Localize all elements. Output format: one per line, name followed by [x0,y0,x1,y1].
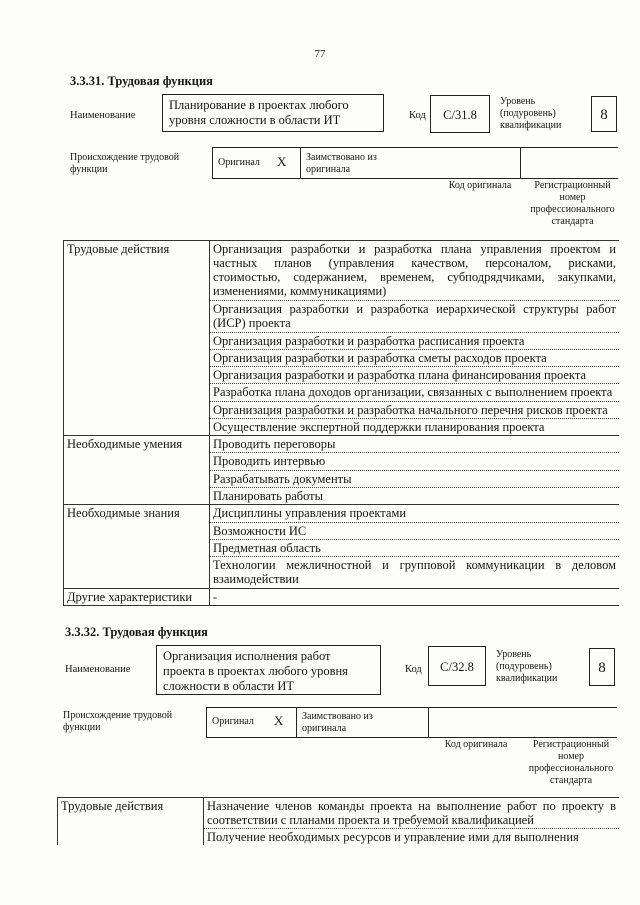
reg-number-caption: Регистрационный номер профессионального стандарта [528,739,614,786]
origin-label: Происхождение трудовой функции [63,710,173,733]
list-item: Разработка плана доходов организации, связанных с выполнением проекта [210,384,620,401]
row-label-other: Другие характеристики [64,588,210,605]
list-item: Проводить интервью [210,453,620,470]
list-item: Технологии межличностной и групповой коммуникации в деловом взаимодействии [210,557,620,589]
borrowed-label: Заимствовано из оригинала [302,711,373,734]
borrowed-label: Заимствовано из оригинала [306,152,377,175]
row-label-actions: Трудовые действия [64,241,210,436]
original-label: Оригинал [212,716,254,727]
original-code-caption: Код оригинала [448,180,512,191]
list-item: - [210,588,620,605]
list-item: Получение необходимых ресурсов и управление ими для выполнения [204,829,620,846]
labor-function-table [63,240,619,606]
original-mark: X [277,154,287,169]
list-item: Разрабатывать документы [210,470,620,487]
list-item: Дисциплины управления проектами [210,505,620,522]
original-mark: X [274,713,284,728]
code-label: Код [405,664,422,675]
origin-label: Происхождение трудовой функции [70,152,180,175]
labor-function-table [57,797,619,845]
reg-number-caption: Регистрационный номер профессионального стандарта [530,180,615,227]
level-label: Уровень (подуровень) квалификации [500,96,562,131]
section-heading: 3.3.32. Трудовая функция [65,625,208,639]
list-item: Возможности ИС [210,522,620,539]
code-label: Код [409,110,426,121]
level-label: Уровень (подуровень) квалификации [496,649,558,684]
row-label-skills: Необходимые умения [64,436,210,505]
level-box: 8 [591,96,617,132]
function-code-box: C/32.8 [428,646,486,686]
list-item: Организация разработки и разработка расписания проекта [210,332,620,349]
list-item: Осуществление экспертной поддержки планирования проекта [210,418,620,435]
list-item: Планировать работы [210,488,620,505]
original-code-caption: Код оригинала [444,739,508,750]
name-label: Наименование [65,664,131,675]
list-item: Организация разработки и разработка иерархической структуры работ (ИСР) проекта [210,300,620,332]
list-item: Организация разработки и разработка начального перечня рисков проекта [210,401,620,418]
list-item: Предметная область [210,539,620,556]
name-label: Наименование [70,110,136,121]
row-label-knowledge: Необходимые знания [64,505,210,588]
list-item: Проводить переговоры [210,436,620,453]
row-label-actions: Трудовые действия [58,798,204,846]
list-item: Организация разработки и разработка плана управления проектом и частных планов (управления качеством, персоналом, рисками, стоимостью, содержанием, временем, субподрядчиками, закупками, изменениями, коммуникациями) [213,242,616,298]
page-number: 77 [314,48,326,60]
section-heading: 3.3.31. Трудовая функция [70,74,213,88]
function-code-box: C/31.8 [430,95,490,133]
function-name-box: Планирование в проектах любого уровня сложности в области ИТ [162,94,384,132]
list-item: Организация разработки и разработка плана финансирования проекта [210,367,620,384]
function-name-box: Организация исполнения работ проекта в проектах любого уровня сложности в области ИТ [156,645,381,695]
list-item: Назначение членов команды проекта на выполнение работ по проекту в соответствии с планами проекта и требуемой квалификацией [207,799,616,827]
level-box: 8 [589,648,615,686]
list-item: Организация разработки и разработка сметы расходов проекта [210,349,620,366]
original-label: Оригинал [218,157,260,168]
